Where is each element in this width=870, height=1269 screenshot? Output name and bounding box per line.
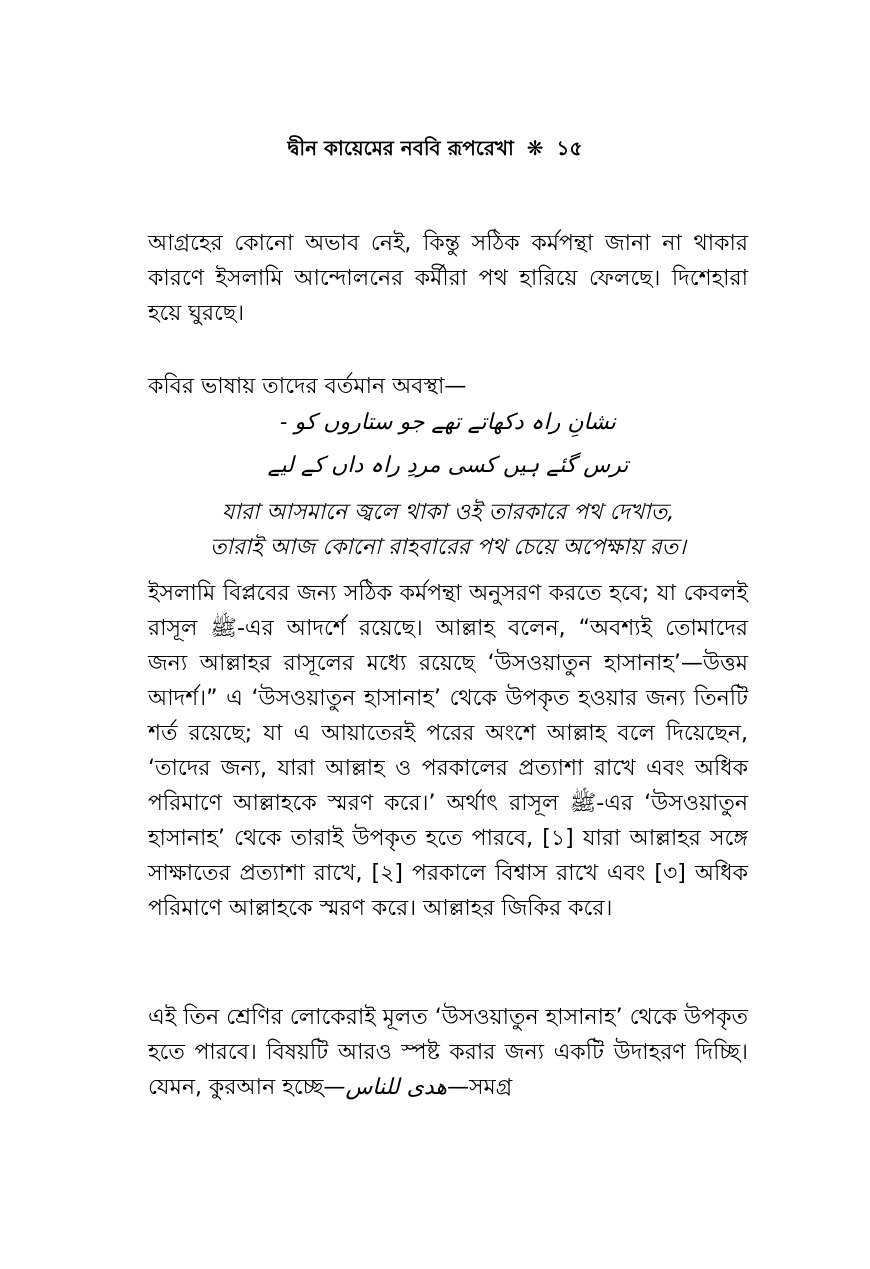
paragraph-3-text: ইসলামি বিপ্লবের জন্য সঠিক কর্মপন্থা অনুসরণ করতে হবে; যা কেবলই রাসূল ﷺ-এর আদর্শে রয়েছে। আল্লাহ বলেন, “অবশ্যই তোমাদের জন্য আল্লাহর রাসূলের মধ্যে রয়েছে ‘উসওয়াতুন হাসানাহ’—উত্তম আদর্শ।” এ ‘উসওয়াতুন হাসানাহ’ থেকে উপকৃত হওয়ার জন্য তিনটি শর্ত রয়েছে; যা এ আয়াতেরই পরের অংশে আল্লাহ বলে দিয়েছেন, ‘তাদের জন্য, যারা আল্লাহ ও পরকালের প্রত্যাশা রাখে এবং অধিক পরিমাণে আল্লাহকে স্মরণ করে।’ অর্থাৎ রাসূল ﷺ-এর ‘উসওয়াতুন হাসানাহ’ থেকে তারাই উপকৃত হতে পারবে, [১] যারা আল্লাহর সঙ্গে সাক্ষাতের প্রত্যাশা রাখে, [২] পরকালে বিশ্বাস রাখে এবং [৩] অধিক পরিমাণে আল্লাহকে স্মরণ করে। আল্লাহর জিকির করে।	[148, 581, 749, 921]
paragraph-1-text: আগ্রহের কোনো অভাব নেই, কিন্তু সঠিক কর্মপন্থা জানা না থাকার কারণে ইসলামি আন্দোলনের কর্মীরা পথ হারিয়ে ফেলছে। দিশেহারা হয়ে ঘুরছে।	[148, 231, 748, 326]
poem-intro-text: কবির ভাষায় তাদের বর্তমান অবস্থা—	[148, 374, 467, 399]
paragraph-2	[148, 369, 748, 404]
paragraph-1	[148, 226, 748, 331]
verse-translation-line-2: তারাই আজ কোনো রাহবারের পথ চেয়ে অপেক্ষায় রত।	[209, 535, 687, 560]
running-header	[0, 135, 870, 161]
ornament-icon: ❋	[526, 136, 544, 160]
urdu-verse-line-2: ترس گئے ہیں کسی مردِ راہ داں کے لیے	[267, 453, 629, 478]
paragraph-4	[148, 1000, 748, 1105]
arabic-phrase: هدى للناس	[345, 1075, 447, 1100]
book-title: দ্বীন কায়েমের নববি রূপরেখা	[287, 136, 514, 160]
paragraph-4-text	[148, 1000, 748, 1105]
verse-translation-line-1: যারা আসমানে জ্বলে থাকা ওই তারকারে পথ দেখাত,	[221, 500, 675, 525]
paragraph-4-tail: —সমগ্র	[446, 1075, 513, 1100]
urdu-verse-line-1: نشانِ راہ دکھاتے تھے جو ستاروں کو -	[280, 410, 616, 435]
paragraph-3	[148, 576, 748, 926]
paragraph-4-lead: এই তিন শ্রেণির লোকেরাই মূলত ‘উসওয়াতুন হাসানাহ’ থেকে উপকৃত হতে পারবে। বিষয়টি আরও স্পষ্ট করার জন্য একটি উদাহরণ দিচ্ছি। যেমন, কুরআন হচ্ছে—	[148, 1005, 748, 1100]
page-number: ১৫	[556, 136, 583, 160]
